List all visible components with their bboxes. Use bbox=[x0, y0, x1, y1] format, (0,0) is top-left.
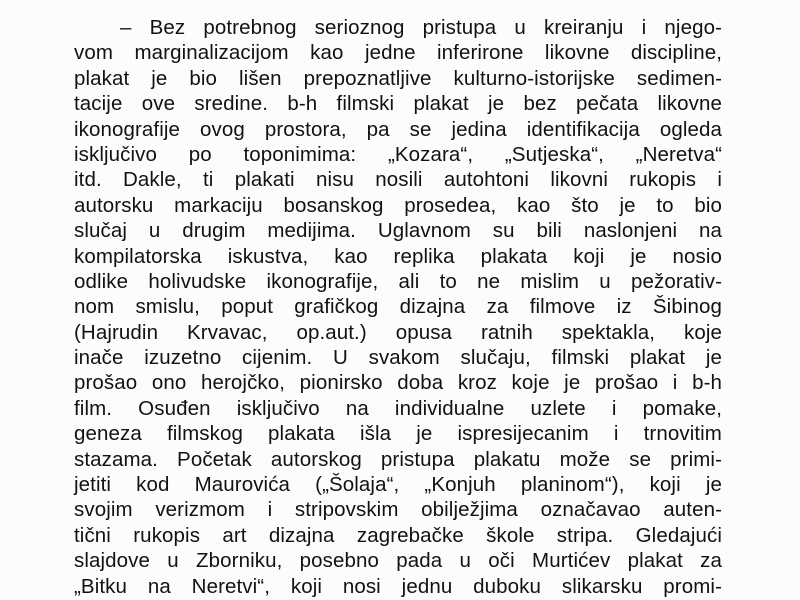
text-line: tacije ove sredine. b-h filmski plakat je bez pečata likovne bbox=[74, 92, 722, 116]
text-line: stazama. Početak autorskog pristupa plakatu može se primi- bbox=[74, 447, 722, 471]
text-line: svojim verizmom i stripovskim obilježjima označavao auten- bbox=[74, 498, 722, 522]
text-line: itd. Dakle, ti plakati nisu nosili autohtoni likovni rukopis i bbox=[74, 168, 722, 192]
text-line: autorsku markaciju bosanskog prosedea, kao što je to bio bbox=[74, 193, 722, 217]
text-line: slučaj u drugim medijima. Uglavnom su bili naslonjeni na bbox=[74, 219, 722, 243]
text-line: – Bez potrebnog serioznog pristupa u kreiranju i njego- bbox=[120, 16, 722, 39]
text-line: film. Osuđen isključivo na individualne uzlete i pomake, bbox=[74, 396, 722, 420]
text-line: prošao ono herojčko, pionirsko doba kroz koje je prošao i b-h bbox=[74, 371, 722, 395]
text-line: odlike holivudske ikonografije, ali to ne mislim u pežorativ- bbox=[74, 269, 722, 293]
text-line: „Bitku na Neretvi“, koji nosi jednu duboku slikarsku promi- bbox=[74, 574, 722, 598]
text-line: kompilatorska iskustva, kao replika plakata koji je nosio bbox=[74, 244, 722, 268]
text-line: (Hajrudin Krvavac, op.aut.) opusa ratnih spektakla, koje bbox=[74, 320, 722, 344]
text-line: vom marginalizacijom kao jedne inferirone likovne discipline, bbox=[74, 41, 722, 65]
text-line: slajdove u Zborniku, posebno pada u oči Murtićev plakat za bbox=[74, 549, 722, 573]
text-line: plakat je bio lišen prepoznatljive kulturno-istorijske sedimen- bbox=[74, 66, 722, 90]
text-line: isključivo po toponimima: „Kozara“, „Sutjeska“, „Neretva“ bbox=[74, 142, 722, 166]
text-line: jetiti kod Maurovića („Šolaja“, „Konjuh planinom“), koji je bbox=[74, 473, 722, 497]
text-line: ikonografije ovog prostora, pa se jedina identifikacija ogleda bbox=[74, 117, 722, 141]
body-text bbox=[74, 15, 722, 599]
text-line: inače izuzetno cijenim. U svakom slučaju, filmski plakat je bbox=[74, 346, 722, 370]
text-line: tični rukopis art dizajna zagrebačke škole stripa. Gledajući bbox=[74, 523, 722, 547]
text-line: geneza filmskog plakata išla je ispresijecanim i trnovitim bbox=[74, 422, 722, 446]
text-line: nom smislu, poput grafičkog dizajna za filmove iz Šibinog bbox=[74, 295, 722, 319]
